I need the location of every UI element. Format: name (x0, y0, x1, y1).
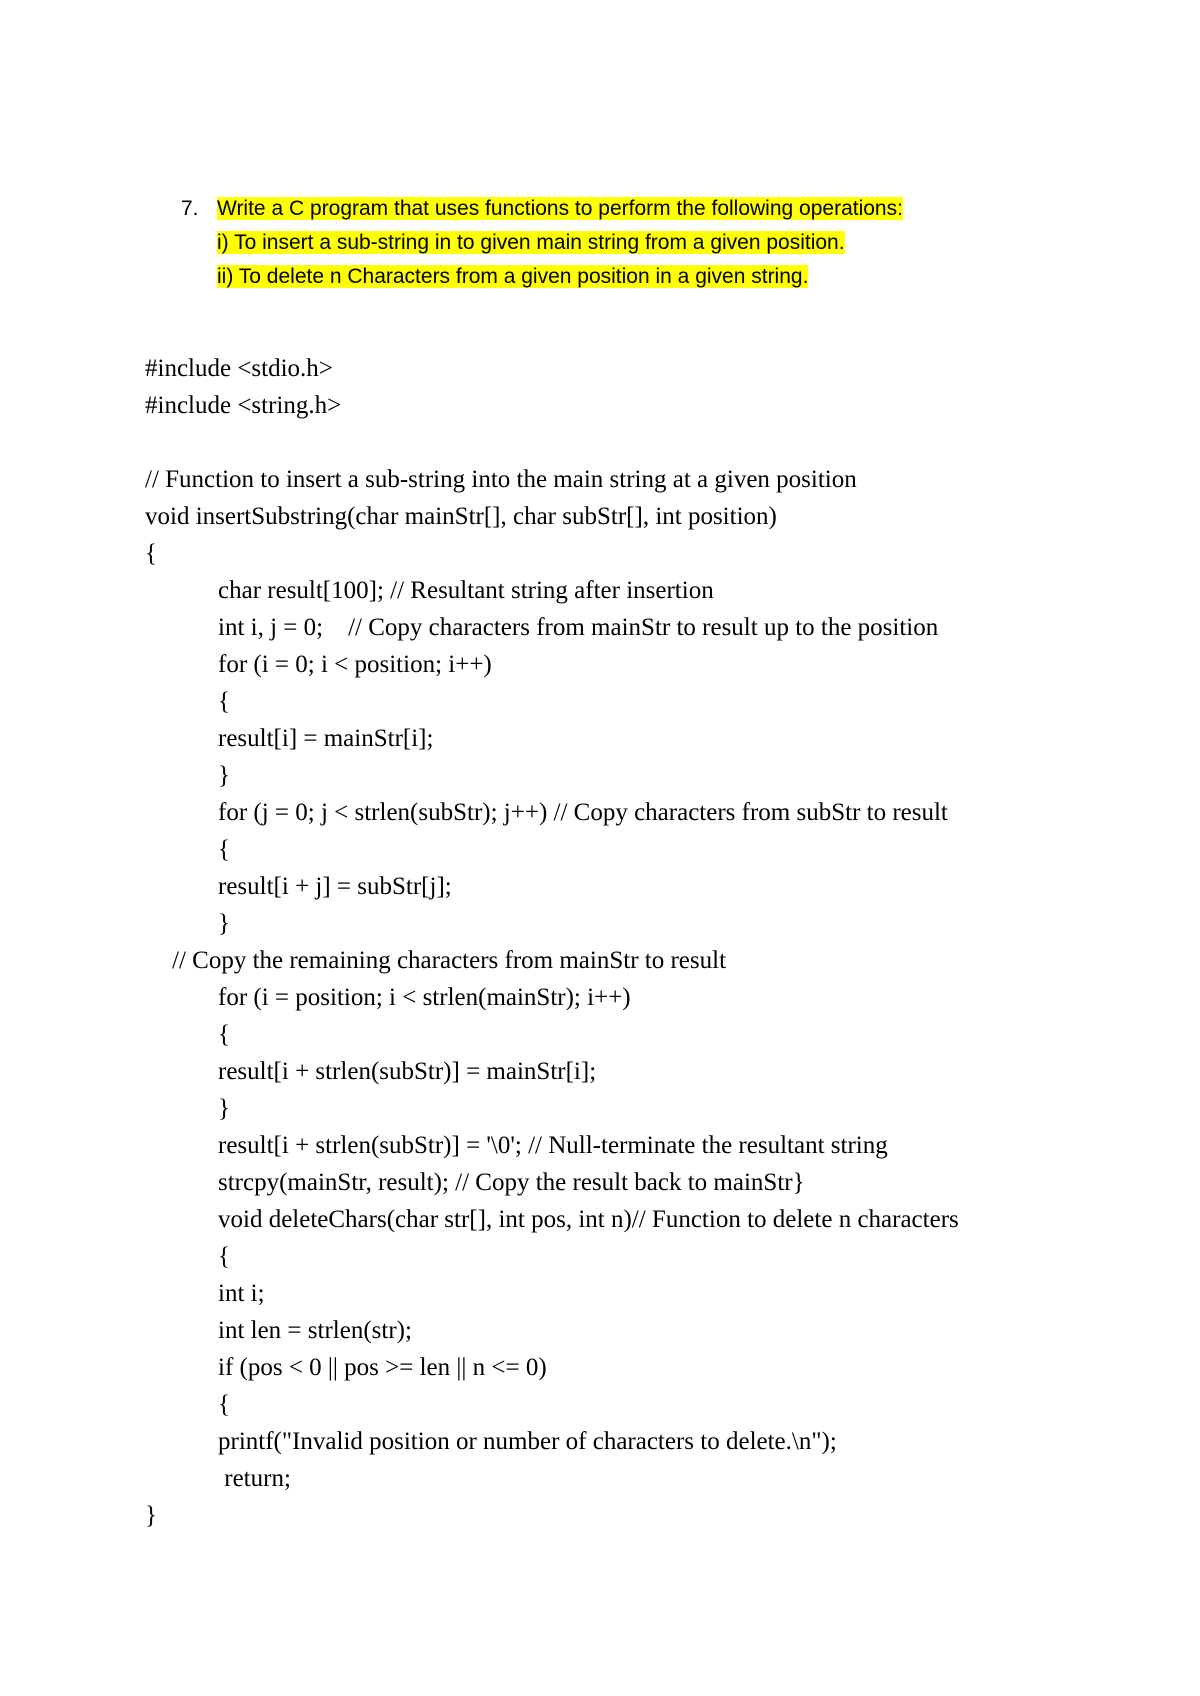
code-line: } (218, 762, 230, 789)
code-line: { (218, 1391, 230, 1418)
code-line: { (218, 836, 230, 863)
code-line: #include <stdio.h> (145, 355, 333, 382)
question-title-text: Write a C program that uses functions to perform the following operations: (217, 197, 903, 220)
code-line: int i, j = 0; // Copy characters from mainStr to result up to the position (218, 614, 939, 641)
code-line: for (j = 0; j < strlen(subStr); j++) // Copy characters from subStr to result (218, 799, 948, 826)
code-line: // Copy the remaining characters from mainStr to result (172, 947, 727, 974)
code-line: void deleteChars(char str[], int pos, int n)// Function to delete n characters (218, 1206, 959, 1233)
code-line: for (i = position; i < strlen(mainStr); i++) (218, 984, 631, 1011)
code-line: } (145, 1502, 157, 1529)
code-line: if (pos < 0 || pos >= len || n <= 0) (218, 1354, 547, 1381)
code-line: result[i] = mainStr[i]; (218, 725, 434, 752)
code-line: } (218, 910, 230, 937)
question-part-1-text: i) To insert a sub-string in to given main string from a given position. (217, 231, 845, 254)
code-line: { (218, 688, 230, 715)
question-part-1 (217, 228, 845, 258)
code-line: } (218, 1095, 230, 1122)
code-line: result[i + j] = subStr[j]; (218, 873, 452, 900)
code-line: printf("Invalid position or number of characters to delete.\n"); (218, 1428, 837, 1455)
code-line: strcpy(mainStr, result); // Copy the result back to mainStr} (218, 1169, 805, 1196)
code-line: int len = strlen(str); (218, 1317, 412, 1344)
code-line: // Function to insert a sub-string into the main string at a given position (145, 466, 857, 493)
code-line: result[i + strlen(subStr)] = '\0'; // Null-terminate the resultant string (218, 1132, 888, 1159)
code-line: return; (218, 1465, 291, 1492)
code-line: result[i + strlen(subStr)] = mainStr[i]; (218, 1058, 597, 1085)
question-part-2 (217, 262, 808, 292)
code-line: { (218, 1243, 230, 1270)
code-line: void insertSubstring(char mainStr[], char subStr[], int position) (145, 503, 777, 530)
code-line: { (145, 540, 157, 567)
question-number: 7. (181, 197, 199, 220)
code-line: #include <string.h> (145, 392, 342, 419)
question-part-2-text: ii) To delete n Characters from a given position in a given string. (217, 265, 809, 288)
question-title (217, 194, 903, 224)
code-line: int i; (218, 1280, 265, 1307)
code-line: for (i = 0; i < position; i++) (218, 651, 492, 678)
code-line: { (218, 1021, 230, 1048)
code-line: char result[100]; // Resultant string after insertion (218, 577, 714, 604)
